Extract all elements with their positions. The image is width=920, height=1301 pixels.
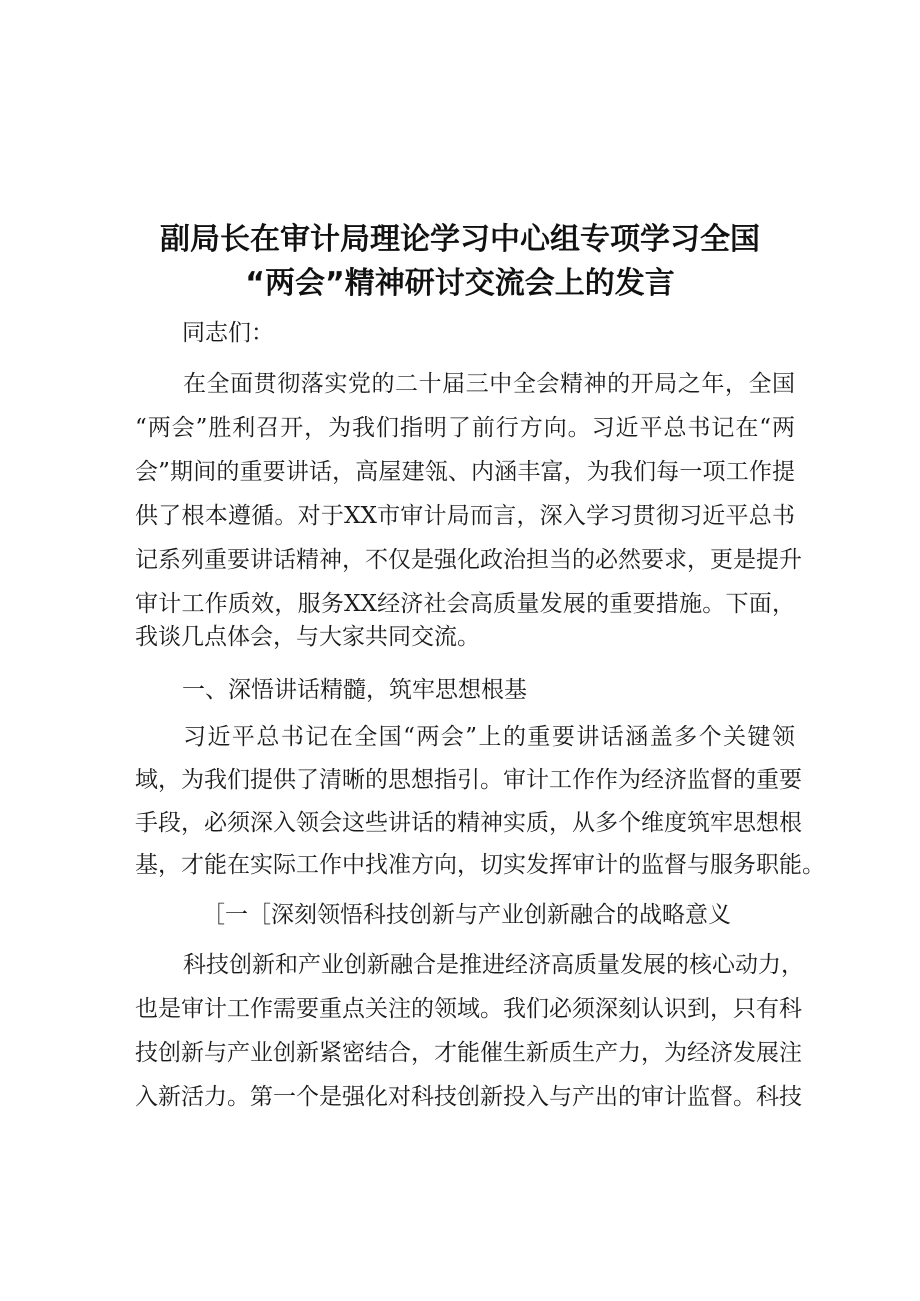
paragraph-1-line-5: 记系列重要讲话精神，不仅是强化政治担当的必然要求，更是提升 (135, 547, 802, 573)
paragraph-1-line-2: “两会”胜利召开，为我们指明了前行方向。习近平总书记在“两 (135, 415, 795, 441)
paragraph-2-line-2: 域，为我们提供了清晰的思想指引。审计工作作为经济监督的重要 (135, 767, 802, 793)
paragraph-1-line-4: 供了根本遵循。对于XX市审计局而言，深入学习贯彻习近平总书 (135, 503, 795, 529)
paragraph-1-line-3: 会”期间的重要讲话，高屋建瓴、内涵丰富，为我们每一项工作提 (135, 459, 795, 485)
section-heading-1: 一、深悟讲话精髓，筑牢思想根基 (182, 677, 527, 703)
paragraph-3-line-2: 也是审计工作需要重点关注的领域。我们必须深刻认识到，只有科 (135, 996, 802, 1022)
paragraph-2-line-1: 习近平总书记在全国“两会”上的重要讲话涵盖多个关键领 (183, 724, 795, 750)
subsection-heading-1: ［一［深刻领悟科技创新与产业创新融合的战略意义 (202, 902, 731, 928)
paragraph-1-line-7: 我谈几点体会，与大家共同交流。 (135, 624, 480, 650)
paragraph-2-line-3: 手段，必须深入领会这些讲话的精神实质，从多个维度筑牢思想根 (135, 810, 802, 836)
document-title-line-1: 副局长在审计局理论学习中心组专项学习全国 (160, 222, 760, 257)
salutation: 同志们： (182, 320, 274, 346)
paragraph-1-line-1: 在全面贯彻落实党的二十届三中全会精神的开局之年，全国 (183, 371, 795, 397)
paragraph-1-line-6: 审计工作质效，服务XX经济社会高质量发展的重要措施。下面， (135, 591, 795, 617)
paragraph-3-line-3: 技创新与产业创新紧密结合，才能催生新质生产力，为经济发展注 (135, 1040, 802, 1066)
document-title-line-2: “两会”精神研讨交流会上的发言 (245, 266, 675, 301)
paragraph-2-line-4: 基，才能在实际工作中找准方向，切实发挥审计的监督与服务职能。 (135, 852, 825, 878)
paragraph-3-line-4: 入新活力。第一个是强化对科技创新投入与产出的审计监督。科技 (135, 1084, 802, 1110)
paragraph-3-line-1: 科技创新和产业创新融合是推进经济高质量发展的核心动力， (183, 952, 804, 978)
